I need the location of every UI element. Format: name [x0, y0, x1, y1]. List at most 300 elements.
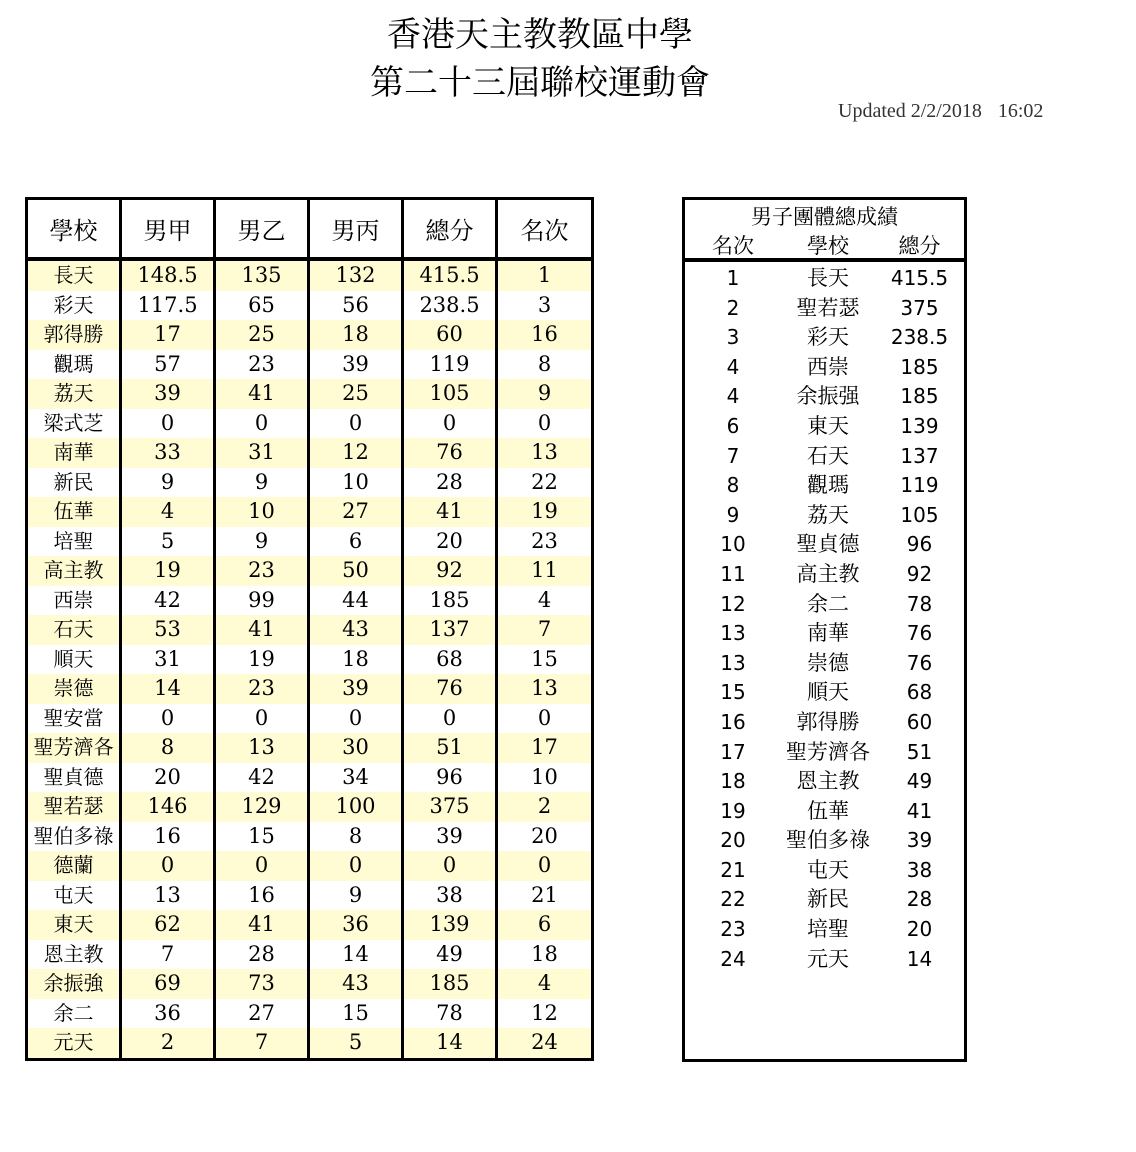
cell-rank: 11 — [497, 556, 593, 586]
cell-total: 375 — [403, 792, 497, 822]
ranking-total: 78 — [906, 591, 933, 616]
cell-boys-b: 135 — [215, 259, 309, 291]
table-row — [27, 733, 593, 763]
cell-school: 余振強 — [27, 969, 121, 999]
cell-total: 96 — [403, 763, 497, 793]
cell-rank: 1 — [497, 259, 593, 291]
table-row — [27, 881, 593, 911]
col-header-school: 學校 — [27, 199, 121, 260]
cell-rank: 18 — [497, 940, 593, 970]
ranking-rank: 12 — [720, 591, 746, 616]
cell-total: 49 — [403, 940, 497, 970]
cell-boys-a: 20 — [121, 763, 215, 793]
cell-rank: 12 — [497, 999, 593, 1029]
table-row — [27, 792, 593, 822]
cell-total: 185 — [403, 586, 497, 616]
cell-rank: 21 — [497, 881, 593, 911]
cell-boys-a: 4 — [121, 497, 215, 527]
ranking-school: 東天 — [807, 413, 849, 438]
cell-boys-a: 33 — [121, 438, 215, 468]
ranking-rank: 16 — [720, 709, 746, 734]
ranking-rank: 9 — [726, 502, 740, 527]
col-header-boys-c: 男丙 — [309, 199, 403, 260]
list-item — [685, 738, 964, 768]
ranking-school: 聖貞德 — [796, 532, 860, 557]
cell-school: 德蘭 — [27, 851, 121, 881]
list-item — [685, 678, 964, 708]
ranking-rank: 13 — [720, 621, 746, 646]
ranking-rank: 24 — [720, 946, 746, 971]
ranking-school: 恩主教 — [796, 769, 860, 794]
cell-boys-a: 57 — [121, 350, 215, 380]
list-item — [685, 264, 964, 294]
cell-boys-c: 36 — [309, 910, 403, 940]
cell-boys-a: 39 — [121, 379, 215, 409]
cell-boys-b: 25 — [215, 320, 309, 350]
cell-boys-b: 42 — [215, 763, 309, 793]
cell-school: 荔天 — [27, 379, 121, 409]
cell-boys-b: 23 — [215, 674, 309, 704]
ranking-total: 185 — [900, 354, 939, 379]
list-item — [685, 590, 964, 620]
table-row — [27, 763, 593, 793]
cell-boys-a: 53 — [121, 615, 215, 645]
cell-school: 梁式芝 — [27, 409, 121, 439]
cell-boys-b: 0 — [215, 851, 309, 881]
cell-total: 38 — [403, 881, 497, 911]
cell-boys-a: 17 — [121, 320, 215, 350]
table-row — [27, 527, 593, 557]
list-item — [685, 442, 964, 472]
cell-boys-b: 0 — [215, 704, 309, 734]
cell-total: 0 — [403, 409, 497, 439]
cell-school: 屯天 — [27, 881, 121, 911]
cell-boys-b: 23 — [215, 556, 309, 586]
table-row — [27, 851, 593, 881]
cell-boys-a: 5 — [121, 527, 215, 557]
ranking-total: 105 — [900, 502, 939, 527]
list-item — [685, 619, 964, 649]
cell-total: 51 — [403, 733, 497, 763]
updated-time: 16:02 — [997, 100, 1044, 122]
table-row — [27, 350, 593, 380]
ranking-body — [685, 262, 964, 974]
cell-total: 185 — [403, 969, 497, 999]
cell-boys-c: 0 — [309, 704, 403, 734]
table-row — [27, 379, 593, 409]
cell-rank: 2 — [497, 792, 593, 822]
ranking-school: 聖芳濟各 — [786, 739, 870, 764]
ranking-total: 119 — [900, 473, 939, 498]
cell-school: 觀瑪 — [27, 350, 121, 380]
updated-date: Updated 2/2/2018 — [838, 100, 982, 122]
ranking-total: 38 — [906, 857, 933, 882]
ranking-total: 238.5 — [890, 325, 949, 350]
ranking-rank: 10 — [720, 532, 746, 557]
cell-boys-a: 69 — [121, 969, 215, 999]
table-row — [27, 704, 593, 734]
cell-boys-b: 41 — [215, 379, 309, 409]
ranking-school: 彩天 — [807, 325, 849, 350]
cell-total: 28 — [403, 468, 497, 498]
ranking-total: 185 — [900, 384, 939, 409]
ranking-rank: 8 — [726, 473, 740, 498]
list-item — [685, 294, 964, 324]
ranking-school: 觀瑪 — [807, 473, 849, 498]
list-item — [685, 323, 964, 353]
cell-rank: 4 — [497, 586, 593, 616]
cell-rank: 7 — [497, 615, 593, 645]
ranking-rank: 23 — [720, 917, 746, 942]
table-row — [27, 291, 593, 321]
cell-boys-b: 73 — [215, 969, 309, 999]
ranking-rank: 6 — [726, 413, 740, 438]
ranking-panel — [682, 197, 967, 1062]
list-item — [685, 530, 964, 560]
cell-total: 14 — [403, 1028, 497, 1059]
cell-boys-a: 0 — [121, 409, 215, 439]
cell-boys-a: 7 — [121, 940, 215, 970]
cell-school: 石天 — [27, 615, 121, 645]
cell-boys-c: 14 — [309, 940, 403, 970]
cell-school: 伍華 — [27, 497, 121, 527]
cell-rank: 0 — [497, 409, 593, 439]
cell-boys-c: 0 — [309, 851, 403, 881]
cell-rank: 6 — [497, 910, 593, 940]
cell-boys-b: 7 — [215, 1028, 309, 1059]
ranking-school: 聖伯多祿 — [786, 828, 870, 853]
list-item — [685, 767, 964, 797]
table-row — [27, 822, 593, 852]
cell-boys-c: 0 — [309, 409, 403, 439]
ranking-total: 415.5 — [890, 266, 949, 290]
ranking-rank: 22 — [720, 887, 746, 912]
cell-boys-c: 43 — [309, 969, 403, 999]
ranking-total: 68 — [906, 680, 933, 705]
ranking-total: 39 — [906, 828, 933, 853]
ranking-school: 南華 — [807, 621, 849, 646]
cell-boys-c: 5 — [309, 1028, 403, 1059]
cell-total: 0 — [403, 704, 497, 734]
cell-boys-c: 6 — [309, 527, 403, 557]
cell-boys-b: 10 — [215, 497, 309, 527]
list-item — [685, 826, 964, 856]
ranking-col-total: 總分 — [898, 234, 941, 258]
results-body — [27, 259, 593, 1059]
cell-boys-a: 31 — [121, 645, 215, 675]
cell-total: 0 — [403, 851, 497, 881]
list-item — [685, 471, 964, 501]
cell-school: 郭得勝 — [27, 320, 121, 350]
cell-total: 76 — [403, 674, 497, 704]
cell-boys-b: 41 — [215, 910, 309, 940]
cell-school: 元天 — [27, 1028, 121, 1059]
list-item — [685, 382, 964, 412]
ranking-rank: 19 — [720, 798, 746, 823]
cell-boys-a: 117.5 — [121, 291, 215, 321]
ranking-total: 76 — [906, 621, 933, 646]
cell-rank: 13 — [497, 674, 593, 704]
ranking-school: 荔天 — [807, 502, 849, 527]
list-item — [685, 412, 964, 442]
ranking-col-rank: 名次 — [712, 234, 754, 258]
cell-boys-b: 28 — [215, 940, 309, 970]
col-header-rank: 名次 — [497, 199, 593, 260]
cell-boys-c: 12 — [309, 438, 403, 468]
ranking-total: 51 — [906, 739, 933, 764]
col-header-boys-a: 男甲 — [121, 199, 215, 260]
cell-boys-a: 14 — [121, 674, 215, 704]
ranking-rank: 4 — [726, 384, 740, 409]
cell-total: 139 — [403, 910, 497, 940]
ranking-rank: 3 — [726, 325, 740, 350]
ranking-rank: 15 — [720, 680, 746, 705]
cell-boys-b: 99 — [215, 586, 309, 616]
cell-boys-c: 30 — [309, 733, 403, 763]
cell-rank: 16 — [497, 320, 593, 350]
ranking-total: 60 — [906, 709, 933, 734]
cell-school: 高主教 — [27, 556, 121, 586]
table-row — [27, 940, 593, 970]
cell-school: 崇德 — [27, 674, 121, 704]
ranking-school: 西崇 — [807, 354, 849, 379]
cell-school: 余二 — [27, 999, 121, 1029]
cell-boys-b: 31 — [215, 438, 309, 468]
table-row — [27, 615, 593, 645]
cell-boys-a: 42 — [121, 586, 215, 616]
table-row — [27, 645, 593, 675]
cell-boys-c: 39 — [309, 350, 403, 380]
cell-boys-a: 8 — [121, 733, 215, 763]
table-row — [27, 438, 593, 468]
ranking-school: 伍華 — [807, 798, 849, 823]
ranking-rank: 2 — [726, 295, 740, 320]
ranking-total: 20 — [906, 917, 933, 942]
cell-school: 東天 — [27, 910, 121, 940]
list-item — [685, 915, 964, 945]
cell-total: 238.5 — [403, 291, 497, 321]
cell-rank: 22 — [497, 468, 593, 498]
cell-boys-c: 100 — [309, 792, 403, 822]
cell-rank: 20 — [497, 822, 593, 852]
cell-boys-b: 65 — [215, 291, 309, 321]
cell-total: 105 — [403, 379, 497, 409]
cell-rank: 23 — [497, 527, 593, 557]
cell-rank: 0 — [497, 704, 593, 734]
cell-boys-b: 27 — [215, 999, 309, 1029]
table-row — [27, 556, 593, 586]
ranking-rank: 1 — [726, 266, 740, 290]
cell-school: 順天 — [27, 645, 121, 675]
cell-rank: 10 — [497, 763, 593, 793]
page-subtitle: 第二十三屆聯校運動會 — [370, 63, 710, 103]
cell-rank: 15 — [497, 645, 593, 675]
list-item — [685, 353, 964, 383]
ranking-school: 郭得勝 — [796, 709, 860, 734]
cell-boys-c: 9 — [309, 881, 403, 911]
cell-boys-a: 0 — [121, 851, 215, 881]
cell-rank: 17 — [497, 733, 593, 763]
ranking-school: 元天 — [807, 946, 849, 971]
ranking-total: 76 — [906, 650, 933, 675]
cell-boys-b: 16 — [215, 881, 309, 911]
ranking-school: 石天 — [807, 443, 849, 468]
cell-boys-c: 25 — [309, 379, 403, 409]
cell-boys-c: 18 — [309, 645, 403, 675]
ranking-total: 49 — [906, 769, 933, 794]
ranking-total: 137 — [900, 443, 939, 468]
cell-boys-a: 62 — [121, 910, 215, 940]
cell-boys-b: 13 — [215, 733, 309, 763]
page-title: 香港天主教教區中學 — [387, 15, 693, 55]
table-row — [27, 969, 593, 999]
cell-boys-c: 8 — [309, 822, 403, 852]
ranking-rank: 13 — [720, 650, 746, 675]
cell-rank: 24 — [497, 1028, 593, 1059]
col-header-total: 總分 — [403, 199, 497, 260]
cell-total: 20 — [403, 527, 497, 557]
cell-school: 聖貞德 — [27, 763, 121, 793]
list-item — [685, 856, 964, 886]
list-item — [685, 649, 964, 679]
table-row — [27, 468, 593, 498]
table-row — [27, 259, 593, 291]
updated-timestamp — [838, 100, 1043, 123]
cell-total: 76 — [403, 438, 497, 468]
ranking-rank: 18 — [720, 769, 746, 794]
cell-school: 新民 — [27, 468, 121, 498]
cell-rank: 8 — [497, 350, 593, 380]
cell-total: 41 — [403, 497, 497, 527]
cell-total: 119 — [403, 350, 497, 380]
ranking-school: 余振强 — [796, 384, 860, 409]
cell-boys-c: 50 — [309, 556, 403, 586]
cell-rank: 19 — [497, 497, 593, 527]
cell-total: 78 — [403, 999, 497, 1029]
cell-boys-c: 15 — [309, 999, 403, 1029]
cell-boys-c: 34 — [309, 763, 403, 793]
cell-rank: 0 — [497, 851, 593, 881]
cell-rank: 3 — [497, 291, 593, 321]
ranking-total: 41 — [906, 798, 933, 823]
table-row — [27, 409, 593, 439]
ranking-rank: 11 — [720, 561, 746, 586]
ranking-school: 屯天 — [807, 857, 849, 882]
cell-boys-a: 16 — [121, 822, 215, 852]
cell-total: 68 — [403, 645, 497, 675]
cell-boys-b: 0 — [215, 409, 309, 439]
ranking-rank: 17 — [720, 739, 746, 764]
cell-boys-b: 9 — [215, 468, 309, 498]
cell-boys-b: 15 — [215, 822, 309, 852]
cell-boys-c: 43 — [309, 615, 403, 645]
cell-boys-c: 39 — [309, 674, 403, 704]
cell-school: 聖安當 — [27, 704, 121, 734]
cell-total: 137 — [403, 615, 497, 645]
results-table — [25, 197, 594, 1061]
cell-school: 恩主教 — [27, 940, 121, 970]
ranking-header — [685, 200, 964, 262]
cell-boys-a: 9 — [121, 468, 215, 498]
list-item — [685, 945, 964, 975]
ranking-column-headers — [685, 230, 964, 260]
results-table-container — [25, 197, 591, 1062]
ranking-rank: 20 — [720, 828, 746, 853]
cell-total: 60 — [403, 320, 497, 350]
cell-boys-a: 13 — [121, 881, 215, 911]
cell-boys-c: 44 — [309, 586, 403, 616]
cell-boys-a: 2 — [121, 1028, 215, 1059]
ranking-rank: 4 — [726, 354, 740, 379]
cell-school: 聖若瑟 — [27, 792, 121, 822]
ranking-school: 培聖 — [807, 917, 849, 942]
cell-boys-c: 56 — [309, 291, 403, 321]
ranking-school: 崇德 — [807, 650, 849, 675]
ranking-rank: 21 — [720, 857, 746, 882]
ranking-total: 96 — [906, 532, 933, 557]
cell-boys-a: 0 — [121, 704, 215, 734]
cell-boys-b: 23 — [215, 350, 309, 380]
cell-boys-b: 19 — [215, 645, 309, 675]
table-row — [27, 320, 593, 350]
col-header-boys-b: 男乙 — [215, 199, 309, 260]
ranking-total: 14 — [906, 946, 933, 971]
cell-boys-a: 19 — [121, 556, 215, 586]
cell-boys-c: 18 — [309, 320, 403, 350]
cell-total: 39 — [403, 822, 497, 852]
ranking-total: 375 — [900, 295, 939, 320]
cell-rank: 13 — [497, 438, 593, 468]
ranking-school: 高主教 — [796, 561, 860, 586]
list-item — [685, 708, 964, 738]
ranking-total: 139 — [900, 413, 939, 438]
cell-school: 西崇 — [27, 586, 121, 616]
table-row — [27, 497, 593, 527]
cell-boys-a: 36 — [121, 999, 215, 1029]
results-header-row — [27, 199, 593, 260]
table-row — [27, 586, 593, 616]
ranking-school: 余二 — [807, 591, 849, 616]
table-row — [27, 999, 593, 1029]
table-row — [27, 910, 593, 940]
cell-boys-c: 132 — [309, 259, 403, 291]
list-item — [685, 501, 964, 531]
ranking-total: 28 — [906, 887, 933, 912]
ranking-school: 長天 — [807, 266, 849, 290]
ranking-school: 新民 — [807, 887, 849, 912]
ranking-total: 92 — [906, 561, 933, 586]
ranking-rank: 7 — [726, 443, 740, 468]
ranking-school: 聖若瑟 — [796, 295, 860, 320]
cell-boys-b: 9 — [215, 527, 309, 557]
cell-school: 南華 — [27, 438, 121, 468]
cell-boys-c: 10 — [309, 468, 403, 498]
cell-school: 聖芳濟各 — [27, 733, 121, 763]
cell-boys-a: 146 — [121, 792, 215, 822]
ranking-col-school: 學校 — [807, 234, 849, 258]
cell-total: 415.5 — [403, 259, 497, 291]
cell-boys-b: 41 — [215, 615, 309, 645]
list-item — [685, 797, 964, 827]
table-row — [27, 674, 593, 704]
cell-rank: 9 — [497, 379, 593, 409]
list-item — [685, 560, 964, 590]
ranking-school: 順天 — [807, 680, 849, 705]
cell-boys-b: 129 — [215, 792, 309, 822]
cell-school: 彩天 — [27, 291, 121, 321]
cell-boys-c: 27 — [309, 497, 403, 527]
cell-rank: 4 — [497, 969, 593, 999]
